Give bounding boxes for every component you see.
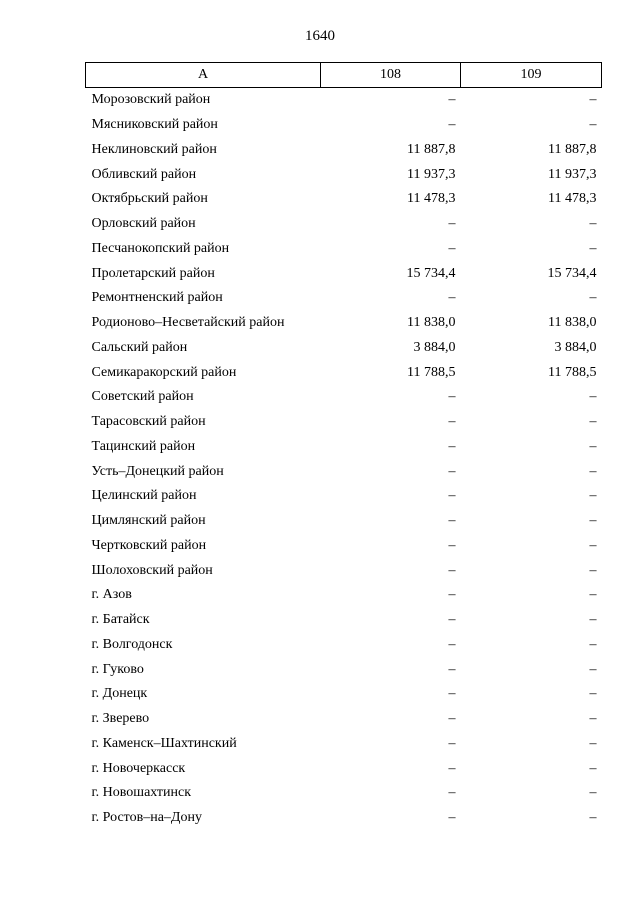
value-109-cell: – (589, 636, 597, 652)
value-108-cell: – (448, 463, 456, 479)
value-108-cell: 11 788,5 (407, 364, 456, 380)
value-108-cell: 3 884,0 (413, 339, 456, 355)
table-row (86, 509, 602, 534)
table-row (86, 113, 602, 138)
table-row (86, 360, 602, 385)
table-row (86, 806, 602, 831)
value-108-cell: – (448, 389, 456, 405)
row-name-cell: г. Новочеркасск (91, 760, 186, 776)
row-name-cell: г. Ростов–на–Дону (91, 810, 202, 826)
value-108-cell: – (448, 686, 456, 702)
value-109-cell: – (589, 562, 597, 578)
row-name-cell: г. Азов (91, 587, 132, 603)
table-row (86, 657, 602, 682)
value-108-cell: – (448, 488, 456, 504)
row-name-cell: Тарасовский район (91, 414, 206, 430)
table-row (86, 534, 602, 559)
budget-table (85, 62, 602, 831)
table-row (86, 336, 602, 361)
value-109-cell: – (589, 117, 597, 133)
value-109-cell: – (589, 216, 597, 232)
row-name-cell: Чертковский район (91, 537, 207, 553)
table-row (86, 732, 602, 757)
row-name-cell: г. Каменск–Шахтинский (91, 735, 237, 751)
table-body (86, 88, 602, 831)
value-109-cell: 11 478,3 (548, 191, 597, 207)
table-header-row (86, 63, 602, 88)
row-name-cell: Орловский район (91, 216, 196, 232)
table-row (86, 138, 602, 163)
value-109-cell: – (589, 389, 597, 405)
row-name-cell: Усть–Донецкий район (91, 463, 224, 479)
value-108-cell: – (448, 636, 456, 652)
value-109-cell: 11 887,8 (548, 141, 597, 157)
value-109-cell: – (589, 438, 597, 454)
value-108-cell: – (448, 562, 456, 578)
value-108-cell: – (448, 513, 456, 529)
row-name-cell: г. Донецк (91, 686, 148, 702)
value-109-cell: – (589, 488, 597, 504)
value-108-cell: – (448, 810, 456, 826)
row-name-cell: г. Новошахтинск (91, 785, 192, 801)
table-row (86, 633, 602, 658)
value-108-cell: – (448, 661, 456, 677)
value-109-cell: 11 788,5 (548, 364, 597, 380)
table-header (86, 63, 602, 88)
value-109-cell: 11 937,3 (548, 166, 597, 182)
row-name-cell: Целинский район (91, 488, 197, 504)
value-108-cell: 11 887,8 (407, 141, 456, 157)
value-109-cell: – (589, 661, 597, 677)
table-row (86, 583, 602, 608)
row-name-cell: г. Волгодонск (91, 636, 173, 652)
row-name-cell: Сальский район (91, 339, 188, 355)
table-row (86, 311, 602, 336)
value-109-cell: – (589, 686, 597, 702)
table-row (86, 459, 602, 484)
value-108-cell: 11 937,3 (407, 166, 456, 182)
row-name-cell: г. Зверево (91, 711, 150, 727)
row-name-cell: Октябрьский район (91, 191, 208, 207)
value-109-cell: 15 734,4 (547, 265, 597, 281)
table-row (86, 88, 602, 113)
value-108-cell: – (448, 711, 456, 727)
value-109-cell: – (589, 785, 597, 801)
row-name-cell: Морозовский район (91, 92, 211, 108)
row-name-cell: Шолоховский район (91, 562, 213, 578)
table-row (86, 435, 602, 460)
table-row (86, 558, 602, 583)
value-109-cell: 11 838,0 (548, 315, 597, 331)
value-109-cell: – (589, 587, 597, 603)
table-row (86, 707, 602, 732)
table-row (86, 484, 602, 509)
value-108-cell: – (448, 290, 456, 306)
row-name-cell: Тацинский район (91, 438, 196, 454)
row-name-cell: Цимлянский район (91, 513, 206, 529)
table-row (86, 237, 602, 262)
row-name-cell: Семикаракорский район (91, 364, 237, 380)
value-108-cell: – (448, 735, 456, 751)
value-108-cell: 15 734,4 (406, 265, 456, 281)
row-name-cell: Неклиновский район (91, 141, 217, 157)
table-row (86, 261, 602, 286)
value-109-cell: – (589, 711, 597, 727)
row-name-cell: г. Гуково (91, 661, 144, 677)
value-108-cell: – (448, 117, 456, 133)
row-name-cell: Пролетарский район (91, 265, 215, 281)
table-row (86, 756, 602, 781)
page-number: 1640 (305, 28, 335, 44)
value-109-cell: – (589, 513, 597, 529)
table-row (86, 212, 602, 237)
value-108-cell: – (448, 785, 456, 801)
value-109-cell: – (589, 414, 597, 430)
value-109-cell: – (589, 810, 597, 826)
row-name-cell: г. Батайск (91, 612, 150, 628)
column-header-a: А (86, 63, 321, 88)
value-108-cell: – (448, 587, 456, 603)
row-name-cell: Советский район (91, 389, 194, 405)
value-108-cell: – (448, 414, 456, 430)
value-108-cell: – (448, 438, 456, 454)
value-109-cell: – (589, 463, 597, 479)
value-109-cell: – (589, 735, 597, 751)
table-row (86, 162, 602, 187)
value-108-cell: – (448, 240, 456, 256)
value-109-cell: – (589, 537, 597, 553)
value-109-cell: – (589, 92, 597, 108)
row-name-cell: Обливский район (91, 166, 197, 182)
value-108-cell: 11 478,3 (407, 191, 456, 207)
table-row (86, 286, 602, 311)
row-name-cell: Ремонтненский район (91, 290, 223, 306)
row-name-cell: Песчанокопский район (91, 240, 230, 256)
table-row (86, 187, 602, 212)
value-109-cell: – (589, 240, 597, 256)
value-109-cell: – (589, 760, 597, 776)
table-row (86, 385, 602, 410)
table-row (86, 608, 602, 633)
table-row (86, 682, 602, 707)
value-108-cell: 11 838,0 (407, 315, 456, 331)
value-108-cell: – (448, 537, 456, 553)
column-header-108: 108 (321, 63, 461, 88)
value-109-cell: – (589, 612, 597, 628)
table-row (86, 410, 602, 435)
value-108-cell: – (448, 92, 456, 108)
value-109-cell: 3 884,0 (554, 339, 597, 355)
value-108-cell: – (448, 216, 456, 232)
column-header-109: 109 (461, 63, 602, 88)
value-109-cell: – (589, 290, 597, 306)
row-name-cell: Родионово–Несветайский район (91, 315, 285, 331)
row-name-cell: Мясниковский район (91, 117, 218, 133)
table-row (86, 781, 602, 806)
value-108-cell: – (448, 760, 456, 776)
value-108-cell: – (448, 612, 456, 628)
